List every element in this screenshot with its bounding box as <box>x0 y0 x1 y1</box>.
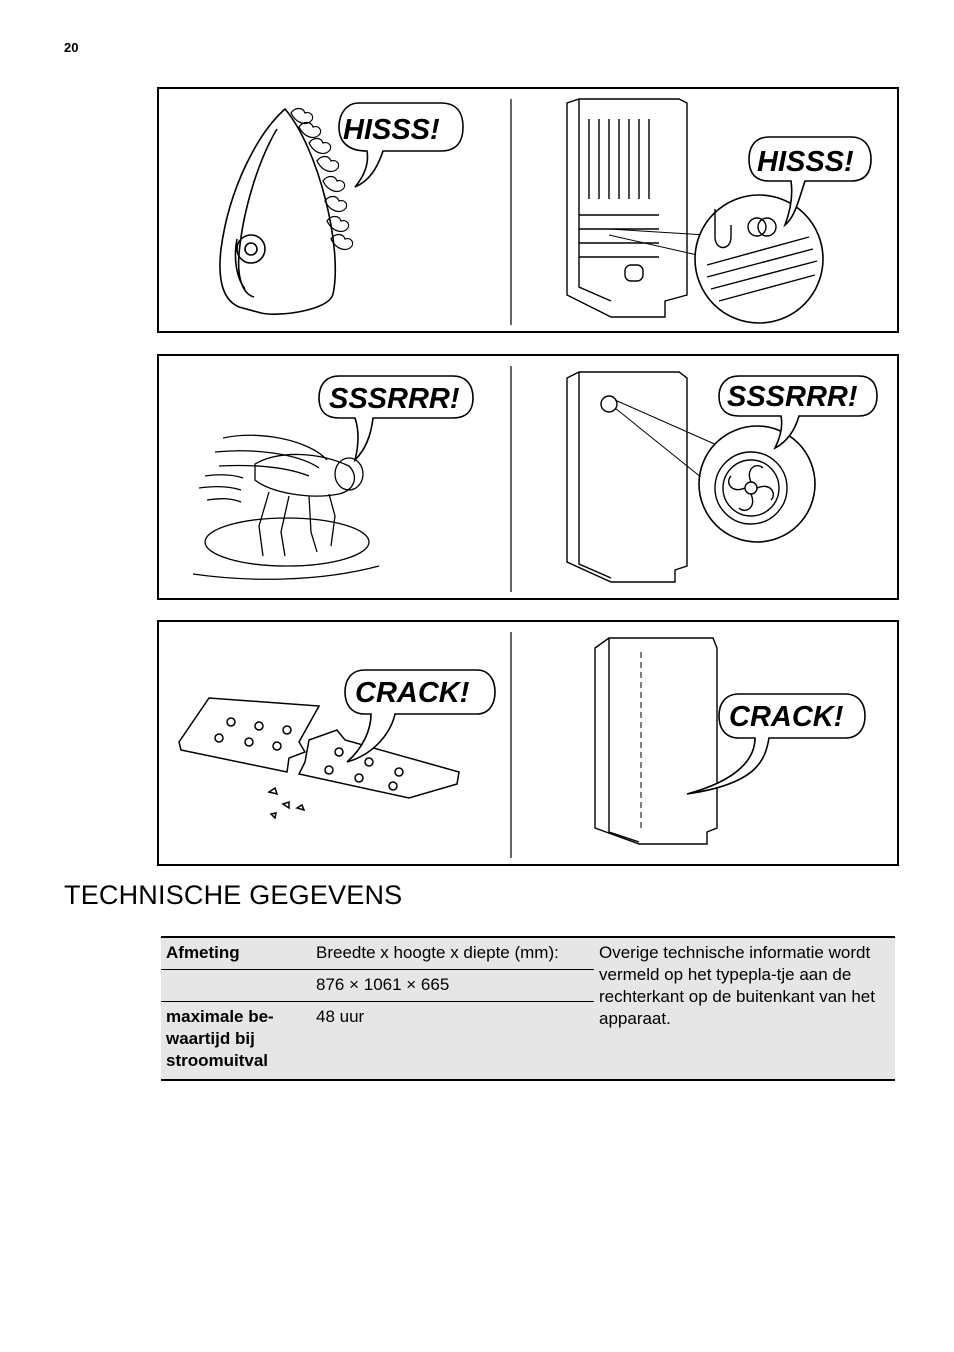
crack-illustration <box>159 622 897 864</box>
ice-tray-icon <box>179 698 459 818</box>
row-label <box>161 970 311 1002</box>
iron-icon <box>220 109 335 314</box>
sound-label-right: HISSS! <box>757 146 854 178</box>
fridge-back-icon <box>567 99 687 317</box>
illustration-panel-crack <box>157 620 899 866</box>
hisss-illustration <box>159 89 897 331</box>
fan-detail-icon <box>699 426 815 542</box>
sound-label-left: CRACK! <box>355 677 470 709</box>
sound-label-left: SSSRRR! <box>329 383 460 415</box>
table-row <box>161 937 895 970</box>
illustration-panel-sssrrr <box>157 354 899 600</box>
storage-time-value: 48 uur <box>311 1002 594 1080</box>
illustration-panel-hisss <box>157 87 899 333</box>
fly-icon <box>193 435 379 579</box>
fridge-closed-icon <box>595 638 717 844</box>
fridge-front-icon <box>567 372 687 582</box>
sound-label-right: CRACK! <box>729 701 844 733</box>
sound-label-right: SSSRRR! <box>727 381 858 413</box>
row-description: Breedte x hoogte x diepte (mm): <box>316 943 559 962</box>
row-label: Afmeting <box>166 943 240 962</box>
row-label: maximale be-waartijd bij stroomuitval <box>161 1002 311 1080</box>
section-title: TECHNISCHE GEGEVENS <box>64 880 403 910</box>
coil-detail-icon <box>695 195 823 323</box>
extra-info-note: Overige technische informatie wordt vermeld op het typepla-tje aan de rechterkant op de buitenkant van het apparaat. <box>599 943 875 1028</box>
page-number: 20 <box>64 40 79 55</box>
sssrrr-illustration <box>159 356 897 598</box>
technical-data-table <box>161 936 895 1081</box>
sound-label-left: HISSS! <box>343 114 440 146</box>
dimensions-value: 876 × 1061 × 665 <box>311 970 594 1002</box>
